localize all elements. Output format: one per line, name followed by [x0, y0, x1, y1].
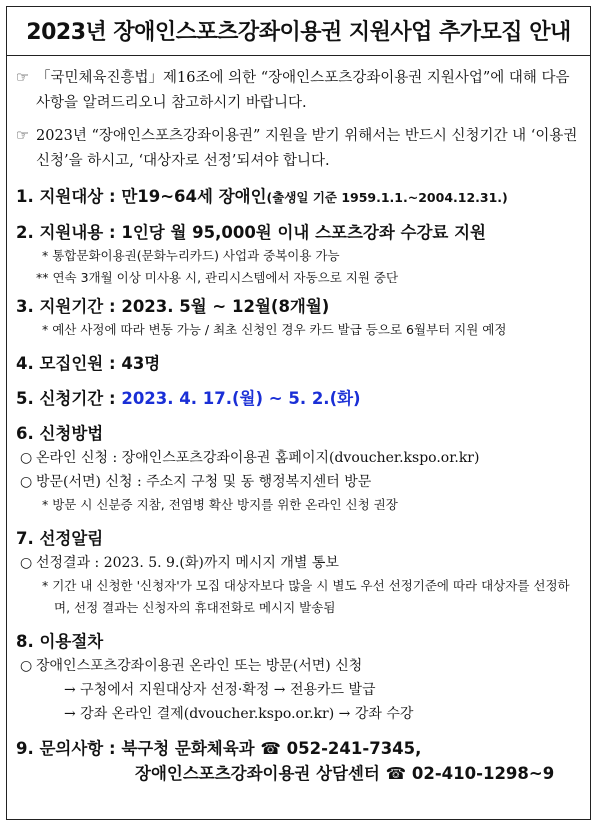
note: * 기간 내 신청한 '신청자'가 모집 대상자보다 많을 시 별도 우선 선정기준에 따라 대상자를 선정하며, 선정 결과는 신청자의 휴대전화로 메시지 발송됨	[42, 578, 570, 615]
intro-paragraph-2	[16, 124, 586, 174]
circle-bullet-icon: ○	[20, 658, 33, 674]
list-item	[16, 654, 586, 678]
list-item	[16, 470, 586, 494]
pointing-hand-icon: ☞	[16, 70, 29, 86]
circle-bullet-icon: ○	[20, 555, 33, 571]
note: * 방문 시 신분증 지참, 전염병 확산 방지를 위한 온라인 신청 권장	[42, 497, 398, 512]
section-apply-period	[16, 387, 586, 411]
section-apply-method: 6. 신청방법	[16, 424, 104, 443]
section-label: 5. 신청기간 :	[16, 389, 122, 408]
note: * 통합문화이용권(문화누리카드) 사업과 중복이용 가능	[42, 248, 340, 263]
contact-line-2: 장애인스포츠강좌이용권 상담센터 ☎ 02-410-1298~9	[135, 764, 555, 783]
procedure-step: → 강좌 온라인 결제(dvoucher.kspo.or.kr) → 강좌 수강	[64, 706, 414, 722]
section-detail: (출생일 기준 1959.1.1.~2004.12.31.)	[266, 190, 508, 205]
intro-text: 2023년 “장애인스포츠강좌이용권” 지원을 받기 위해서는 반드시 신청기간 내 ‘이용권 신청’을 하시고, ‘대상자로 선정’되셔야 합니다.	[36, 128, 578, 169]
section-support: 2. 지원내용 : 1인당 월 95,000원 이내 스포츠강좌 수강료 지원	[16, 223, 486, 242]
section-label: 1. 지원대상 : 만19~64세 장애인	[16, 187, 267, 206]
list-item	[16, 446, 586, 470]
section-eligibility	[16, 185, 586, 210]
section-contact: 9. 문의사항 : 북구청 문화체육과 ☎ 052-241-7345,	[16, 739, 422, 758]
circle-bullet-icon: ○	[20, 450, 33, 466]
pointing-hand-icon: ☞	[16, 128, 29, 144]
circle-bullet-icon: ○	[20, 474, 33, 490]
section-period: 3. 지원기간 : 2023. 5월 ~ 12월(8개월)	[16, 297, 330, 316]
notice-content	[16, 66, 586, 787]
apply-period-value: 2023. 4. 17.(월) ~ 5. 2.(화)	[121, 389, 361, 408]
procedure-step: → 구청에서 지원대상자 선정·확정 → 전용카드 발급	[64, 682, 376, 698]
item-text: 장애인스포츠강좌이용권 온라인 또는 방문(서면) 신청	[36, 658, 363, 674]
item-text: 방문(서면) 신청 : 주소지 구청 및 동 행정복지센터 방문	[36, 474, 372, 490]
page-title: 2023년 장애인스포츠강좌이용권 지원사업 추가모집 안내	[6, 6, 591, 56]
note: ** 연속 3개월 이상 미사용 시, 관리시스템에서 자동으로 지원 중단	[36, 270, 399, 285]
section-procedure: 8. 이용절차	[16, 632, 104, 651]
section-selection: 7. 선정알림	[16, 529, 104, 548]
item-text: 선정결과 : 2023. 5. 9.(화)까지 메시지 개별 통보	[36, 555, 339, 571]
item-text: 온라인 신청 : 장애인스포츠강좌이용권 홈페이지(dvoucher.kspo.or.kr)	[36, 450, 480, 466]
note: * 예산 사정에 따라 변동 가능 / 최초 신청인 경우 카드 발급 등으로 6월부터 지원 예정	[42, 322, 507, 337]
intro-text: 「국민체육진흥법」제16조에 의한 “장애인스포츠강좌이용권 지원사업”에 대해 다음 사항을 알려드리오니 참고하시기 바랍니다.	[36, 70, 570, 111]
list-item	[16, 551, 586, 575]
intro-paragraph-1	[16, 66, 586, 116]
section-recruit-count: 4. 모집인원 : 43명	[16, 354, 161, 373]
